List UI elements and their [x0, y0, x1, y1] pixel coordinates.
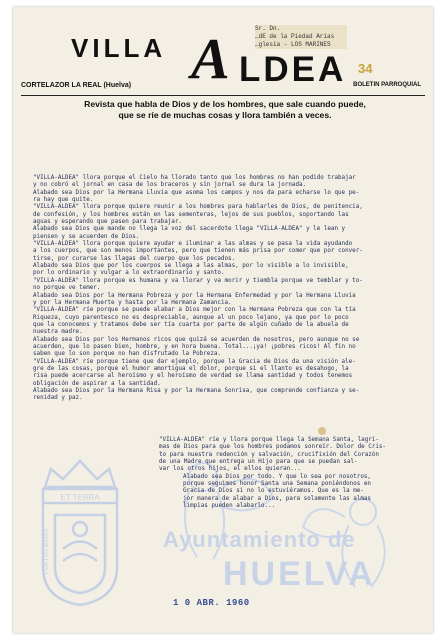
- body-line: piensen y se acuerden de Dios.: [33, 233, 140, 240]
- body-line: "VILLA-ALDEA" ríe porque tiene que dar ejemplo, porque la Gracia de Dios da una visión ale-: [33, 358, 356, 365]
- motto-line: que se ríe de muchas cosas y llora también a veces.: [118, 110, 332, 120]
- body-line: jor manera de alabar a Dios, para solamente las almas: [183, 495, 371, 502]
- body-line: tirse, por curarse las llagas del cuerpo que los pecados.: [33, 255, 236, 262]
- body-line: "VILLA-ALDEA" ríe y llora porque llega la Semana Santa, lagri-: [159, 437, 379, 443]
- date-stamp: 1 0 ABR. 1960: [173, 598, 250, 608]
- masthead-kind: BOLETIN PARROQUIAL: [353, 82, 421, 88]
- body-line: y no cobró el jornal en casa de los braceros y sin jornal se dura la jornada.: [33, 182, 307, 189]
- body-line: Alabado sea Dios por la Hermana Lluvia que asoma los campos y nos da para echarse lo que pe-: [33, 189, 360, 196]
- address-line: Sr. Dn.: [255, 25, 281, 32]
- body-line: de una Madre que entrega un Hijo para que se puedan sal-: [159, 459, 358, 466]
- paper-stain: [318, 427, 326, 435]
- body-line: no porque ve temer.: [33, 285, 101, 292]
- issue-number-stamp: 34: [358, 61, 373, 76]
- article-body: [33, 175, 415, 403]
- watermark-text-line2: HUELVA: [223, 555, 376, 593]
- motto: [35, 99, 415, 121]
- body-line: "VILLA-ALDEA" llora porque quiere reunir a los hombres para hablarles de Dios, de penitencia,: [33, 204, 363, 211]
- address-line: …dE de la Piedad Arias: [255, 33, 335, 40]
- masthead-location: CORTELAZOR LA REAL (Huelva): [21, 82, 132, 89]
- body-line: que la conocemos y tratamos debe ser tía cuarta por parte de algún cuñado de la abuela de: [33, 321, 349, 328]
- body-line: porque seguimos honor Santa una Semana poniéndonos en: [183, 481, 371, 488]
- body-line: Alabado sea Dios que mande no llega la voz del sacerdote llega "VILLA-ALDEA" y le lean y: [33, 226, 346, 233]
- body-line: var los otros hijos, el ellos quieran...: [159, 466, 301, 473]
- body-line: obligación de aspirar a la santidad.: [33, 380, 161, 387]
- body-line: "VILLA-ALDEA" llora porque es humana y va llorar y va morir y tiembla porque ve temblar y to-: [33, 277, 363, 284]
- address-label: [255, 25, 347, 49]
- shield-motto-side: PORTUS MARIS: [44, 528, 50, 574]
- body-line: gre de las cosas, porque el humor amortigua el dolor, porque si el llanto es desahogo, la: [33, 365, 349, 372]
- body-line: limpias pueden alabarlo...: [183, 503, 276, 510]
- body-line: "VILLA-ALDEA" ríe porque se puede alabar a Dios mejor con la Hermana Pobreza que con la tía: [33, 307, 356, 314]
- body-line: saben que lo son porque no han disfrutado la Pobreza.: [33, 351, 221, 358]
- body-line: por lo ordinario y vulgar a lo extraordinario y santo.: [33, 270, 225, 277]
- body-line: Alabado sea Dios por la Hermana Risa y por la Hermana Sonrisa, que comprende confianza y se-: [33, 387, 360, 394]
- body-line: Gracia de Dios si no lo estuviéramos. Que es la me-: [183, 488, 364, 495]
- body-line: "VILLA-ALDEA" llora porque el Cielo ha llorado tanto que los hombres no han podido trabajar: [33, 175, 356, 181]
- masthead-divider: [21, 95, 425, 96]
- body-line: Riqueza, cuyo parentesco no es despreciable, aunque al un poco lejano, ya que por lo poco: [33, 314, 349, 321]
- municipal-shield-watermark: [35, 449, 125, 609]
- body-line: Alabado sea Dios por todo. Y que lo sea por nosotros,: [183, 473, 371, 480]
- body-line: acuerden, que lo pasen bien, hombre, y en hora buena. Total...¡ya! ¡pobres ricos! Al fin no: [33, 343, 356, 350]
- body-line: renidad y paz.: [33, 395, 83, 402]
- body-line: nuestra madre.: [33, 329, 83, 336]
- body-line: risa puede acercarse al heroísmo y el heroísmo de verdad se llama santidad y todos tenemos: [33, 373, 353, 380]
- address-line: …glesia - LOS MARINES: [255, 41, 331, 48]
- article-body-closing: [159, 437, 416, 510]
- body-line: Alabado sea Dios por los Hermanos ricos que quizá se acuerden de nosotros, pero aunque no se: [33, 336, 360, 343]
- body-line: de confesión, y los hombres están en las sementeras, lejos de sus pueblos, soportando las: [33, 211, 349, 218]
- body-line: Alabado sea Dios por la Hermana Pobreza y por la Hermana Enfermedad y por la Hermana Lluvia: [33, 292, 356, 299]
- watermark-text-line1: Ayuntamiento de: [163, 527, 356, 552]
- masthead-title-a: A: [191, 26, 230, 91]
- body-line: y por la Hermana Muerte y hasta por la Hermana Zamancia.: [33, 299, 232, 306]
- shield-motto-top: ET TERRA: [60, 493, 100, 502]
- masthead-title-ldea: LDEA: [239, 50, 347, 89]
- body-line: "VILLA-ALDEA" llora porque quiere ayudar e iluminar a las almas y se pasa la vida ayudando: [33, 241, 353, 248]
- masthead-title-villa: VILLA: [71, 33, 167, 63]
- body-line: ra hay que quite.: [33, 197, 94, 204]
- body-line: Alabado sea Dios que por los cuerpos se llega a las almas, por lo visible a lo invisible,: [33, 263, 349, 270]
- body-line: to para nuestra redención y salvación, crucifixión del Corazón: [159, 451, 379, 458]
- body-line: aguas y esperando que pasen para trabajar.: [33, 219, 182, 226]
- body-line: a los cuerpos, que son menos importantes, pero que tienen más prisa por comer que por conver-: [33, 248, 363, 255]
- body-line: mas de Dios para que los hombres podamos sonreír. Dolor de Cris-: [159, 444, 386, 451]
- motto-line: Revista que habla de Dios y de los hombres, que sale cuando puede,: [84, 99, 366, 109]
- document-page: [13, 7, 433, 633]
